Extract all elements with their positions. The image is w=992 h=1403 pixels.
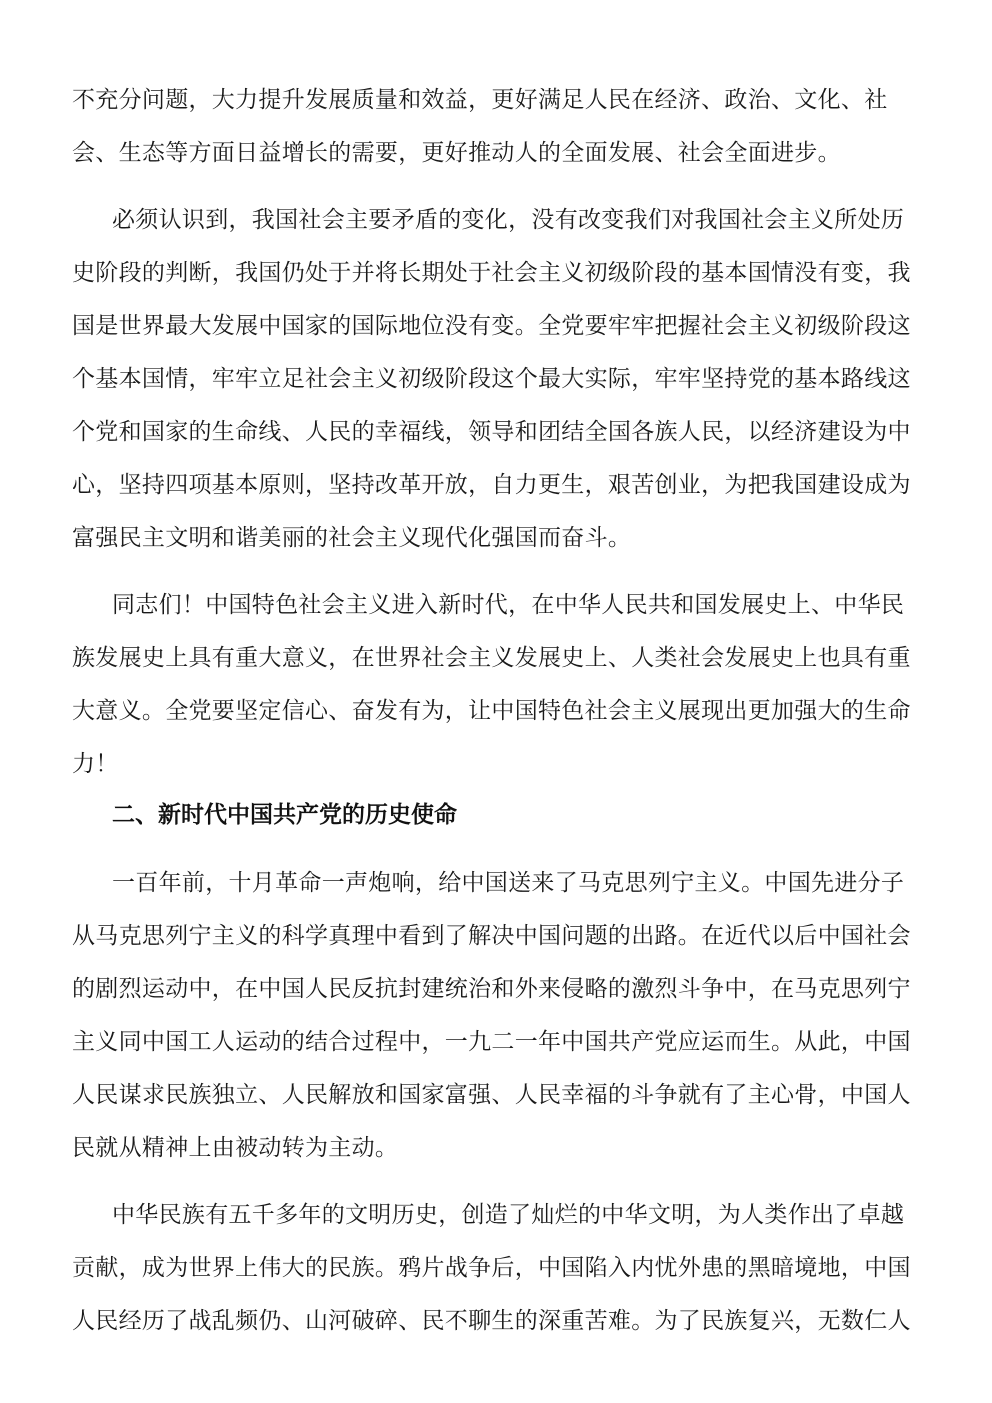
paragraph-line: 富强民主文明和谐美丽的社会主义现代化强国而奋斗。 (72, 525, 632, 551)
paragraph-line: 心，坚持四项基本原则，坚持改革开放，自力更生，艰苦创业，为把我国建设成为 (72, 472, 911, 498)
paragraph-line: 民就从精神上由被动转为主动。 (72, 1135, 399, 1161)
paragraph-line: 人民谋求民族独立、人民解放和国家富强、人民幸福的斗争就有了主心骨，中国人 (72, 1082, 911, 1108)
paragraph-line: 个党和国家的生命线、人民的幸福线，领导和团结全国各族人民，以经济建设为中 (72, 419, 911, 445)
paragraph-line: 主义同中国工人运动的结合过程中，一九二一年中国共产党应运而生。从此，中国 (72, 1029, 911, 1055)
paragraph-line: 的剧烈运动中，在中国人民反抗封建统治和外来侵略的激烈斗争中，在马克思列宁 (72, 976, 911, 1002)
paragraph-line: 中华民族有五千多年的文明历史，创造了灿烂的中华文明，为人类作出了卓越 (112, 1202, 905, 1228)
paragraph-line: 不充分问题，大力提升发展质量和效益，更好满足人民在经济、政治、文化、社 (72, 87, 888, 113)
paragraph-line: 贡献，成为世界上伟大的民族。鸦片战争后，中国陷入内忧外患的黑暗境地，中国 (72, 1255, 911, 1281)
paragraph-line: 大意义。全党要坚定信心、奋发有为，让中国特色社会主义展现出更加强大的生命 (72, 698, 911, 724)
paragraph-line: 从马克思列宁主义的科学真理中看到了解决中国问题的出路。在近代以后中国社会 (72, 923, 911, 949)
paragraph-line: 史阶段的判断，我国仍处于并将长期处于社会主义初级阶段的基本国情没有变，我 (72, 260, 911, 286)
paragraph-line: 国是世界最大发展中国家的国际地位没有变。全党要牢牢把握社会主义初级阶段这 (72, 313, 911, 339)
paragraph-line: 族发展史上具有重大意义，在世界社会主义发展史上、人类社会发展史上也具有重 (72, 645, 911, 671)
paragraph-line: 同志们！中国特色社会主义进入新时代，在中华人民共和国发展史上、中华民 (112, 592, 905, 618)
section-heading: 二、新时代中国共产党的历史使命 (112, 802, 457, 828)
paragraph-line: 人民经历了战乱频仍、山河破碎、民不聊生的深重苦难。为了民族复兴，无数仁人 (72, 1308, 911, 1334)
paragraph-line: 会、生态等方面日益增长的需要，更好推动人的全面发展、社会全面进步。 (72, 140, 841, 166)
paragraph-line: 个基本国情，牢牢立足社会主义初级阶段这个最大实际，牢牢坚持党的基本路线这 (72, 366, 911, 392)
paragraph-line: 一百年前，十月革命一声炮响，给中国送来了马克思列宁主义。中国先进分子 (112, 870, 905, 896)
paragraph-line: 必须认识到，我国社会主要矛盾的变化，没有改变我们对我国社会主义所处历 (112, 207, 905, 233)
paragraph-line: 力！ (72, 751, 119, 777)
